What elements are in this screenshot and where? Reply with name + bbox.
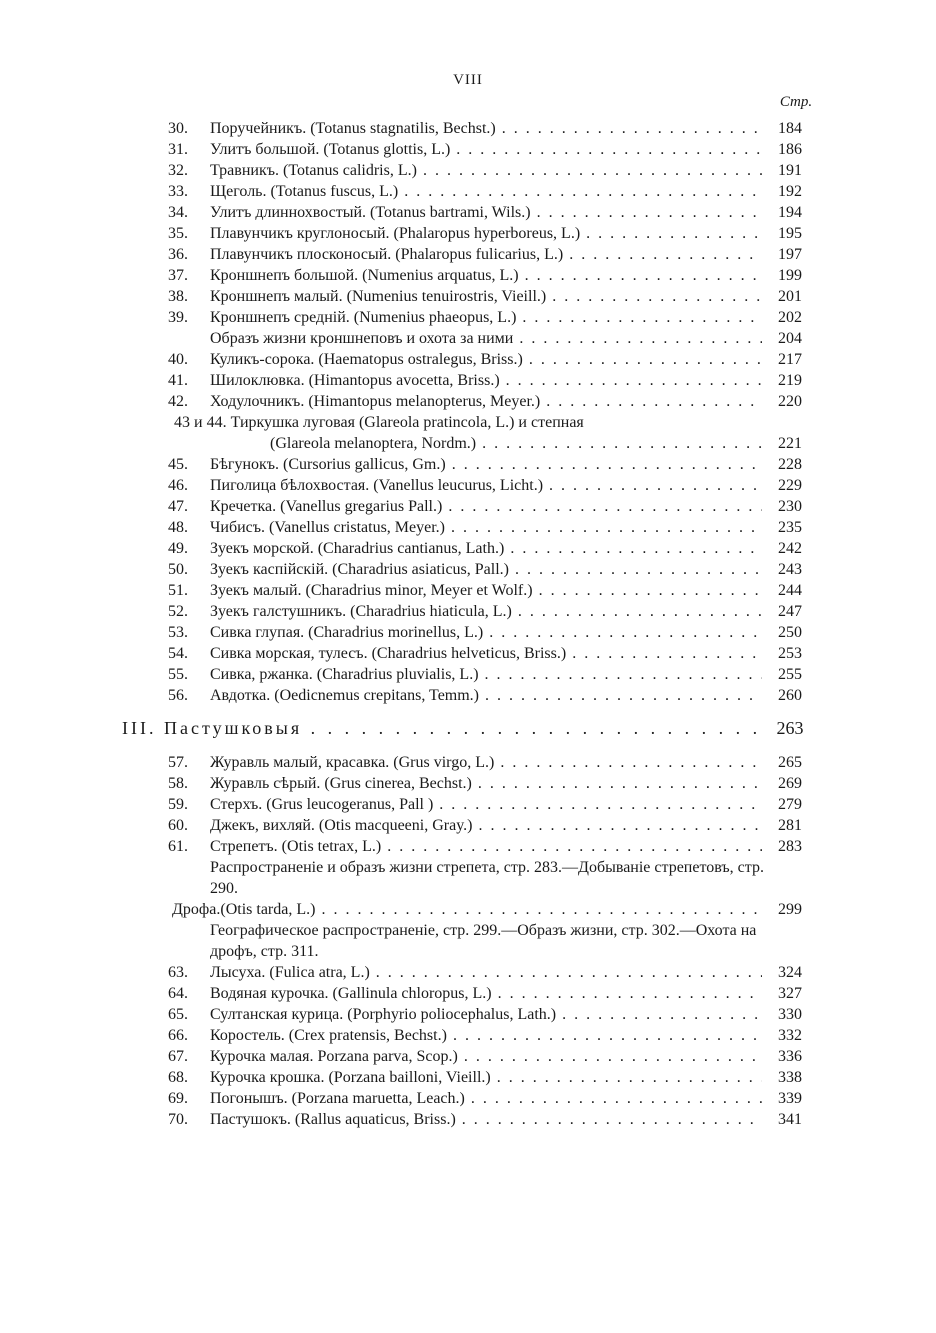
- toc-entry-text: Плавунчикъ плосконосый. (Phalaropus fulicarius, L.) . . .: [210, 244, 762, 265]
- toc-entry-page: 221: [766, 433, 814, 454]
- toc-entry: [168, 601, 814, 622]
- toc-entry: [168, 899, 814, 920]
- toc-entry-page: 338: [766, 1067, 814, 1088]
- toc-entry-page: 191: [766, 160, 814, 181]
- toc-entry: [168, 265, 814, 286]
- toc-entry-page: 204: [766, 328, 814, 349]
- toc-entry-page: 269: [766, 773, 814, 794]
- toc-entry: [168, 391, 814, 412]
- toc-group-3: [168, 752, 814, 857]
- toc-entry: [168, 202, 814, 223]
- toc-entry-page: 230: [766, 496, 814, 517]
- toc-entry-page: 199: [766, 265, 814, 286]
- toc-entry: [168, 496, 814, 517]
- toc-entry-number: 34.: [168, 204, 188, 221]
- toc-entry-page: 201: [766, 286, 814, 307]
- toc-entry-page: 186: [766, 139, 814, 160]
- toc-entry-page: 229: [766, 475, 814, 496]
- page-number: VIII: [453, 72, 483, 88]
- toc-entry: [168, 181, 814, 202]
- toc-entry-number: 45.: [168, 456, 188, 473]
- toc-entry-text: Кречетка. (Vanellus gregarius Pall.) . . .: [210, 496, 762, 517]
- toc-entry-number: 69.: [168, 1090, 188, 1107]
- toc-entry-text: Зуекъ галстушникъ. (Charadrius hiaticula, L.) . . .: [210, 601, 762, 622]
- toc-entry: [168, 454, 814, 475]
- toc-entry-text: Стерхъ. (Grus leucogeranus, Pall ) . . .: [210, 794, 762, 815]
- toc-entry: [168, 622, 814, 643]
- toc-entry-page: 242: [766, 538, 814, 559]
- toc-entry-43-44: [168, 412, 814, 454]
- toc-entry-page: 255: [766, 664, 814, 685]
- toc-entry: [168, 1046, 814, 1067]
- toc-entry-text: Сивка морская, тулесъ. (Charadrius helveticus, Briss.) . . .: [210, 643, 762, 664]
- toc-entry-text: Коростель. (Crex pratensis, Bechst.) . . .: [210, 1025, 762, 1046]
- toc-entry-number: 31.: [168, 141, 188, 158]
- toc-entry-number: 57.: [168, 754, 188, 771]
- toc-entry-text: Курочка крошка. (Porzana bailloni, Vieill.) . . .: [210, 1067, 762, 1088]
- toc-entry-page: 341: [766, 1109, 814, 1130]
- toc-entry-number: 54.: [168, 645, 188, 662]
- toc-group-2: [168, 454, 814, 706]
- toc-entry-number: 36.: [168, 246, 188, 263]
- toc-group-4: [168, 962, 814, 1130]
- toc-entry-text: Шилоклювка. (Himantopus avocetta, Briss.) . . .: [210, 370, 762, 391]
- toc-entry-number: 49.: [168, 540, 188, 557]
- toc-entry-number: 66.: [168, 1027, 188, 1044]
- toc-note-text: Географическое распространеніе, стр. 299.—Образъ жизни, стр. 302.—Охота на дрофъ, стр. 311.: [210, 922, 757, 960]
- toc-entry-number: 67.: [168, 1048, 188, 1065]
- toc-note-text: Распространеніе и образъ жизни стрепета, стр. 283.—Добываніе стрепетовъ, стр. 290.: [210, 859, 764, 897]
- toc-entry-page: 202: [766, 307, 814, 328]
- toc-entry-page: 253: [766, 643, 814, 664]
- toc-entry-number: 70.: [168, 1111, 188, 1128]
- toc-entry-number: 64.: [168, 985, 188, 1002]
- toc-entry: [168, 643, 814, 664]
- toc-entry-43-44-line1: 43 и 44. Тиркушка луговая (Glareola pratincola, L.) и степная: [174, 414, 584, 431]
- toc-entry-page: 243: [766, 559, 814, 580]
- toc-entry-page: 217: [766, 349, 814, 370]
- toc-entry-text: Стрепетъ. (Otis tetrax, L.) . . .: [210, 836, 762, 857]
- toc-entry-number: 48.: [168, 519, 188, 536]
- section-page: 263: [766, 716, 814, 740]
- toc-entry-page: 279: [766, 794, 814, 815]
- toc-entry-text: Образъ жизни кроншнеповъ и охота за ними . . .: [210, 328, 762, 349]
- toc-entry: [168, 1109, 814, 1130]
- toc-entry-text: Султанская курица. (Porphyrio poliocephalus, Lath.) . . .: [210, 1004, 762, 1025]
- toc-entry-page: 324: [766, 962, 814, 983]
- toc-entry: [168, 794, 814, 815]
- toc-entry-text: Бѣгунокъ. (Cursorius gallicus, Gm.) . . .: [210, 454, 762, 475]
- toc-entry: [168, 1088, 814, 1109]
- toc-entry: [168, 1067, 814, 1088]
- toc-entry-text: Пастушокъ. (Rallus aquaticus, Briss.) . . .: [210, 1109, 762, 1130]
- toc-entry-number: 61.: [168, 838, 188, 855]
- toc-entry-page: 247: [766, 601, 814, 622]
- toc-entry-page: 219: [766, 370, 814, 391]
- toc-entry-text: Зуекъ малый. (Charadrius minor, Meyer et Wolf.) . . .: [210, 580, 762, 601]
- toc-entry-number: 63.: [168, 964, 188, 981]
- toc-entry-number: 55.: [168, 666, 188, 683]
- toc-entry-number: 60.: [168, 817, 188, 834]
- toc-entry-page: 283: [766, 836, 814, 857]
- toc-group-1: [168, 118, 814, 412]
- toc-entry-page: 260: [766, 685, 814, 706]
- toc-entry: [168, 244, 814, 265]
- toc-entry-page: 192: [766, 181, 814, 202]
- toc-entry-43-44-line2: (Glareola melanoptera, Nordm.) . . . 221: [168, 433, 814, 454]
- toc-entry-text: Курочка малая. Porzana parva, Scop.) . . .: [210, 1046, 762, 1067]
- toc-entry-text: Улитъ большой. (Totanus glottis, L.) . . .: [210, 139, 762, 160]
- toc-entry-number: 38.: [168, 288, 188, 305]
- toc-entry-number: 52.: [168, 603, 188, 620]
- toc-entry-text: Джекъ, вихляй. (Otis macqueeni, Gray.) . . .: [210, 815, 762, 836]
- toc-entry-text: Авдотка. (Oedicnemus crepitans, Temm.) . . .: [210, 685, 762, 706]
- toc-entry: [168, 962, 814, 983]
- toc-entry-number: 58.: [168, 775, 188, 792]
- toc-entry-number: 30.: [168, 120, 188, 137]
- toc-entry: [168, 983, 814, 1004]
- toc-entry-text: Куликъ-сорока. (Haematopus ostralegus, Briss.) . . .: [210, 349, 762, 370]
- toc-entry-text: Журавль малый, красавка. (Grus virgo, L.) . . .: [210, 752, 762, 773]
- toc-entry: [168, 836, 814, 857]
- toc-entry: [168, 1004, 814, 1025]
- toc-entry-number: 68.: [168, 1069, 188, 1086]
- toc-entry-number: 47.: [168, 498, 188, 515]
- toc-entry-text: Сивка, ржанка. (Charadrius pluvialis, L.) . . .: [210, 664, 762, 685]
- toc-entry-text: Поручейникъ. (Totanus stagnatilis, Bechst.) . . .: [210, 118, 762, 139]
- toc-entry-page: 195: [766, 223, 814, 244]
- toc-entry: [168, 328, 814, 349]
- toc-entry-number: 53.: [168, 624, 188, 641]
- toc-entry-drofa: [168, 899, 814, 920]
- toc-entry: [168, 752, 814, 773]
- toc-entry-text: Ходулочникъ. (Himantopus melanopterus, Meyer.) . . .: [210, 391, 762, 412]
- toc-entry: [168, 286, 814, 307]
- toc-entry: [168, 223, 814, 244]
- toc-entry-number: 33.: [168, 183, 188, 200]
- toc-entry-text: Кроншнепъ большой. (Numenius arquatus, L.) . . .: [210, 265, 762, 286]
- toc-entry-text: Лысуха. (Fulica atra, L.) . . .: [210, 962, 762, 983]
- toc-entry-page: 281: [766, 815, 814, 836]
- toc-entry: [168, 1025, 814, 1046]
- toc-entry-text: Плавунчикъ круглоносый. (Phalaropus hyperboreus, L.) . . .: [210, 223, 762, 244]
- toc-note-61: [168, 857, 814, 899]
- toc-entry-number: 46.: [168, 477, 188, 494]
- toc-entry-text: Чибисъ. (Vanellus cristatus, Meyer.) . . .: [210, 517, 762, 538]
- toc-entry: [168, 773, 814, 794]
- toc-entry: [168, 517, 814, 538]
- toc-entry-number: 59.: [168, 796, 188, 813]
- toc-entry: [168, 685, 814, 706]
- toc-entry-number: 42.: [168, 393, 188, 410]
- section-title: III. Пастушковыя . . .: [122, 716, 758, 740]
- toc-entry-number: 51.: [168, 582, 188, 599]
- toc-entry-text: Зуекъ морской. (Charadrius cantianus, Lath.) . . .: [210, 538, 762, 559]
- toc-entry-text: Травникъ. (Totanus calidris, L.) . . .: [210, 160, 762, 181]
- toc-entry-page: 299: [766, 899, 814, 920]
- toc-entry-page: 250: [766, 622, 814, 643]
- toc-entry-page: 228: [766, 454, 814, 475]
- toc-entry: [168, 559, 814, 580]
- toc-entry-number: 35.: [168, 225, 188, 242]
- toc-entry: [168, 475, 814, 496]
- toc-entry-number: 39.: [168, 309, 188, 326]
- toc-entry-page: 235: [766, 517, 814, 538]
- toc-entry: [168, 160, 814, 181]
- toc-entry-number: 65.: [168, 1006, 188, 1023]
- toc-entry-page: 327: [766, 983, 814, 1004]
- toc-entry-number: 37.: [168, 267, 188, 284]
- toc-entry-text: Дрофа.(Otis tarda, L.) . . .: [172, 899, 762, 920]
- toc-entry-number: 32.: [168, 162, 188, 179]
- toc-entry: [168, 664, 814, 685]
- toc-note-drofa: [168, 920, 814, 962]
- toc-entry-page: 194: [766, 202, 814, 223]
- toc-entry-page: 184: [766, 118, 814, 139]
- toc-entry: [168, 349, 814, 370]
- toc-entry-page: 330: [766, 1004, 814, 1025]
- toc-entry-text: Улитъ длиннохвостый. (Totanus bartrami, Wils.) . . .: [210, 202, 762, 223]
- toc-entry: [168, 370, 814, 391]
- toc-entry-text: Пиголица бѣлохвостая. (Vanellus leucurus, Licht.) . . .: [210, 475, 762, 496]
- toc-entry: [168, 139, 814, 160]
- toc-entry-page: 339: [766, 1088, 814, 1109]
- toc-entry-page: 220: [766, 391, 814, 412]
- toc-entry-page: 244: [766, 580, 814, 601]
- section-heading: [122, 716, 814, 740]
- toc-entry-page: 197: [766, 244, 814, 265]
- toc-entry: [168, 538, 814, 559]
- toc-entry-text: Водяная курочка. (Gallinula chloropus, L.) . . .: [210, 983, 762, 1004]
- page-column-header: Стр.: [779, 94, 813, 110]
- toc-entry-page: 336: [766, 1046, 814, 1067]
- toc-entry-number: 50.: [168, 561, 188, 578]
- toc-entry: [168, 815, 814, 836]
- toc-entry-text: Кроншнепъ малый. (Numenius tenuirostris, Vieill.) . . .: [210, 286, 762, 307]
- toc-entry: [168, 118, 814, 139]
- toc-entry-text: Погонышъ. (Porzana maruetta, Leach.) . . .: [210, 1088, 762, 1109]
- toc-entry-text: Журавль сѣрый. (Grus cinerea, Bechst.) . . .: [210, 773, 762, 794]
- toc-entry-text: Зуекъ каспійскій. (Charadrius asiaticus, Pall.) . . .: [210, 559, 762, 580]
- toc-entry-text: Кроншнепъ средній. (Numenius phaeopus, L.) . . .: [210, 307, 762, 328]
- toc-entry-text: Сивка глупая. (Charadrius morinellus, L.) . . .: [210, 622, 762, 643]
- toc-entry-number: 40.: [168, 351, 188, 368]
- toc-entry-text: Щеголь. (Totanus fuscus, L.) . . .: [210, 181, 762, 202]
- toc-entry-number: 56.: [168, 687, 188, 704]
- toc-entry-page: 265: [766, 752, 814, 773]
- toc-entry: [168, 580, 814, 601]
- toc-entry-page: 332: [766, 1025, 814, 1046]
- toc-entry: [168, 307, 814, 328]
- toc-entry-number: 41.: [168, 372, 188, 389]
